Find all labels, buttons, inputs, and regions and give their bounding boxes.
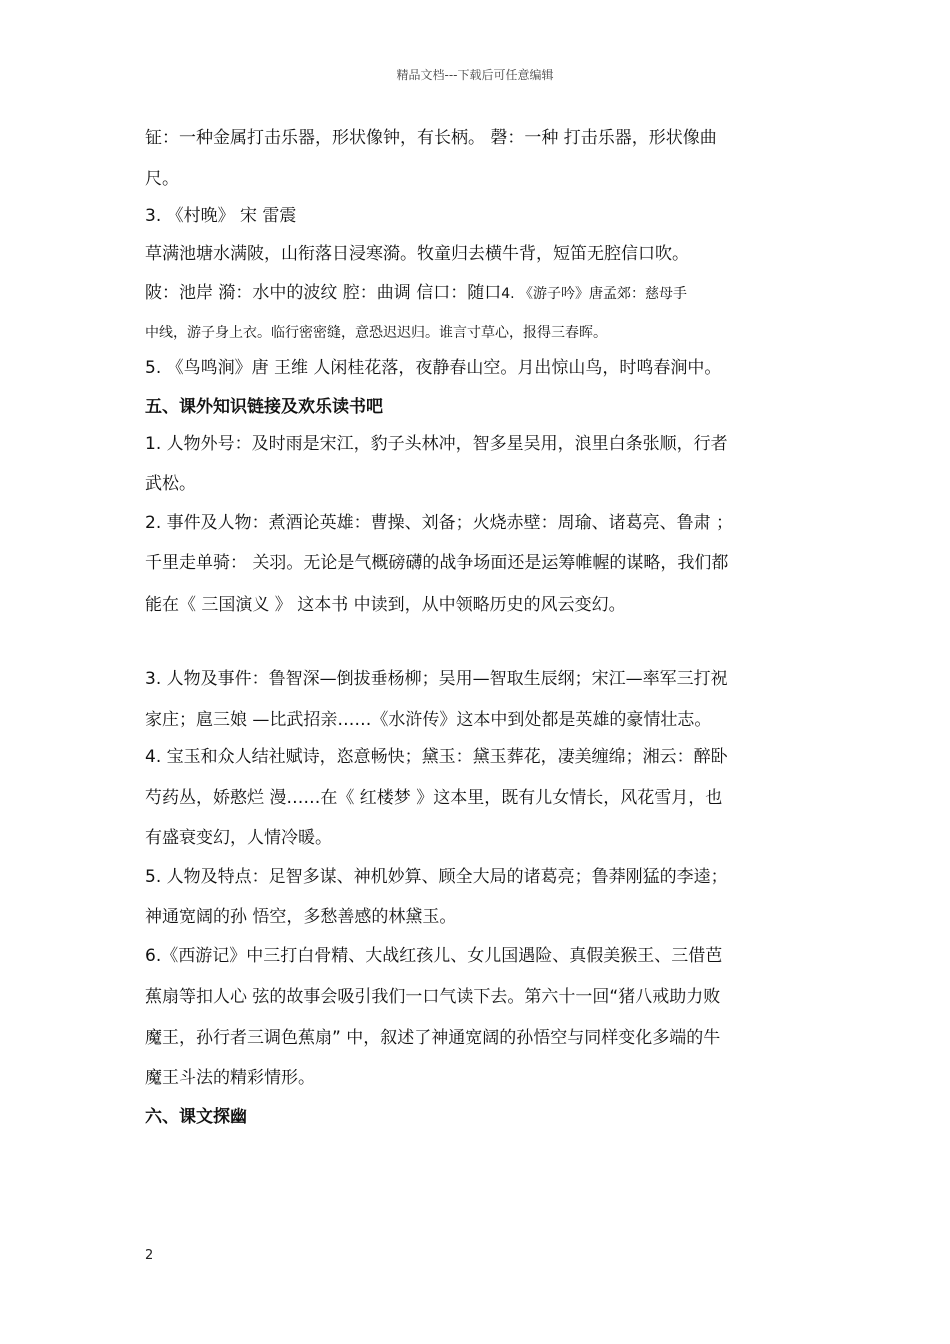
poem-text: 中线，游子身上衣。临行密密缝，意恐迟迟归。谁言寸草心，报得三春晖。 [145,325,607,341]
text-line: 武松。 [145,474,196,494]
text-line: 1. 人物外号：及时雨是宋江，豹子头林冲，智多星吴用，浪里白条张顺，行者 [145,434,728,454]
section-heading: 六、课文探幽 [145,1107,247,1127]
text-line: 神通宽阔的孙 悟空，多愁善感的林黛玉。 [145,907,457,927]
poem-title: 3. 《村晚》 宋 雷震 [145,206,297,226]
page-number: 2 [145,1248,154,1263]
text-line: 4. 宝玉和众人结社赋诗，恣意畅快；黛玉：黛玉葬花，凄美缠绵；湘云：醉卧 [145,747,728,767]
text-line: 能在《 三国演义 》 这本书 中读到，从中领略历史的风云变幻。 [145,595,626,615]
text-line: 钲：一种金属打击乐器，形状像钟，有长柄。 磬：一种 打击乐器，形状像曲 [145,128,717,148]
poem-line: 5. 《鸟鸣涧》唐 王维 人闲桂花落，夜静春山空。月出惊山鸟，时鸣春涧中。 [145,358,722,378]
poem-title-inline: 4. 《游子吟》唐孟郊： [501,286,646,302]
section-heading: 五、课外知识链接及欢乐读书吧 [145,397,383,417]
text-line: 千里走单骑： 关羽。无论是气概磅礴的战争场面还是运筹帷幄的谋略，我们都 [145,553,729,573]
text-line: 尺。 [145,169,179,189]
glossary-line [145,281,687,306]
text-line: 5. 人物及特点：足智多谋、神机妙算、顾全大局的诸葛亮；鲁莽刚猛的李逵； [145,867,728,887]
text-line: 3. 人物及事件：鲁智深—倒拔垂杨柳；吴用—智取生辰纲；宋江—率军三打祝 [145,669,728,689]
text-line: 魔王斗法的精彩情形。 [145,1068,315,1088]
text-line: 2. 事件及人物：煮酒论英雄：曹操、刘备；火烧赤壁：周瑜、诸葛亮、鲁肃 ； [145,513,734,533]
poem-text: 草满池塘水满陂，山衔落日浸寒漪。牧童归去横牛背，短笛无腔信口吹。 [145,244,689,264]
page-header: 精品文档---下载后可任意编辑 [396,68,554,82]
glossary-text: 陂：池岸 漪：水中的波纹 腔：曲调 信口：随口 [145,283,502,303]
text-line: 芍药丛，娇憨烂 漫……在《 红楼梦 》这本里，既有儿女情长，风花雪月，也 [145,788,723,808]
text-line: 有盛衰变幻，人情冷暖。 [145,828,332,848]
text-line: 蕉扇等扣人心 弦的故事会吸引我们一口气读下去。第六十一回“猪八戒助力败 [145,987,721,1007]
poem-text-inline: 慈母手 [645,286,688,302]
text-line: 魔王，孙行者三调色蕉扇” 中，叙述了神通宽阔的孙悟空与同样变化多端的牛 [145,1028,721,1048]
text-line: 6.《西游记》中三打白骨精、大战红孩儿、女儿国遇险、真假美猴王、三借芭 [145,946,723,966]
text-line: 家庄；扈三娘 —比武招亲……《水浒传》这本中到处都是英雄的豪情壮志。 [145,710,712,730]
